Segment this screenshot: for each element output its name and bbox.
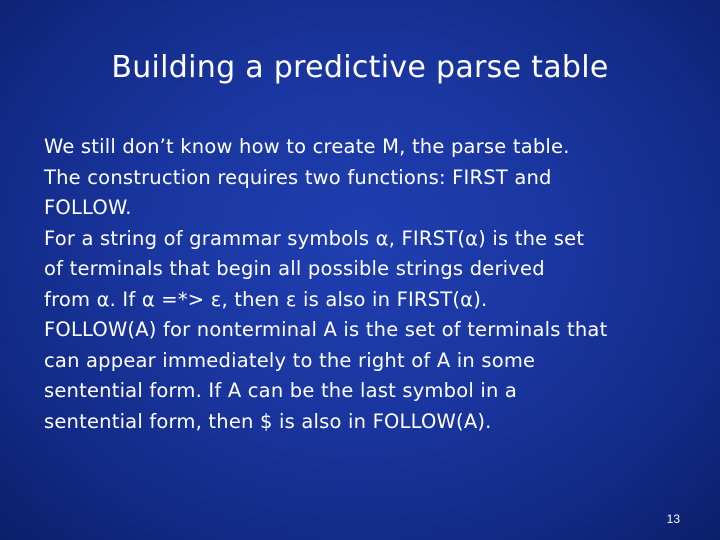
page-number: 13	[666, 512, 680, 526]
bullet-line: can appear immediately to the right of A in some	[44, 348, 536, 372]
bullet-paragraph	[44, 132, 694, 163]
bullet-line: FOLLOW(A) for nonterminal A is the set of terminals that	[44, 318, 608, 341]
slide-body	[44, 132, 694, 437]
bullet-paragraph	[44, 224, 694, 316]
slide-title: Building a predictive parse table	[111, 50, 609, 85]
bullet-paragraph	[44, 163, 694, 224]
bullet-line: For a string of grammar symbols α, FIRST(α) is the set	[44, 226, 585, 250]
bullet-line: FOLLOW.	[44, 196, 132, 219]
bullet-line: The construction requires two functions: FIRST and	[44, 165, 552, 189]
bullet-line: We still don’t know how to create M, the parse table.	[44, 135, 570, 158]
bullet-line: from α. If α =*> ε, then ε is also in FIRST(α).	[44, 287, 488, 311]
bullet-line: sentential form, then $ is also in FOLLOW(A).	[44, 409, 492, 433]
bullet-line: sentential form. If A can be the last symbol in a	[44, 379, 518, 402]
bullet-line: of terminals that begin all possible strings derived	[44, 257, 545, 280]
bullet-paragraph	[44, 315, 694, 437]
